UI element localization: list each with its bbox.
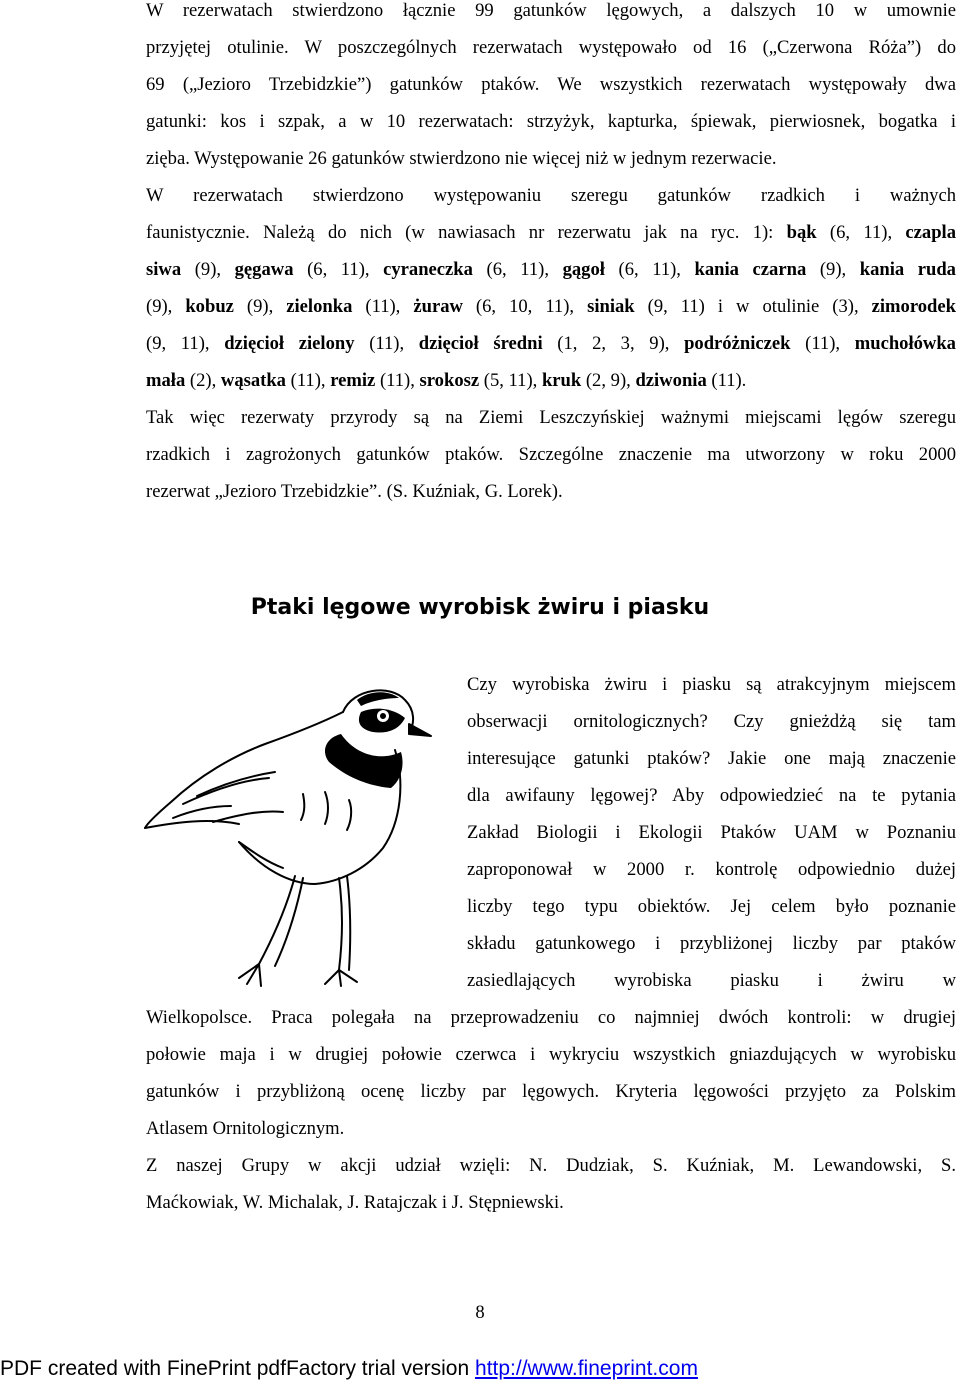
text-line: obserwacji ornitologicznych? Czy gnieżdżą się tam [467,711,956,732]
text-line: Atlasem Ornitologicznym. [146,1118,345,1139]
species-name: dzięcioł średni [418,333,543,354]
text-span: (11), [790,333,855,354]
text-line: W rezerwatach stwierdzono łącznie 99 gatunków lęgowych, a dalszych 10 w umownie [146,0,956,21]
text-line: rzadkich i zagrożonych gatunków ptaków. Szczególne znaczenie ma utworzony w roku 2000 [146,444,956,465]
species-name: kania czarna [694,259,807,280]
species-name: czapla [905,222,957,243]
text-span: (9, 11), [146,333,225,354]
page-number: 8 [475,1302,485,1323]
text-line [146,296,956,318]
species-name: siniak [587,296,635,317]
text-line [146,259,956,281]
species-name: podróżniczek [684,333,791,354]
text-line [146,222,956,244]
text-line: Maćkowiak, W. Michalak, J. Ratajczak i J. Stępniewski. [146,1192,564,1213]
text-span: (6, 11), [604,259,695,280]
species-name: wąsatka [220,370,286,391]
species-name: dziwonia [635,370,707,391]
text-span: (6, 11), [293,259,384,280]
text-line: W rezerwatach stwierdzono występowaniu szeregu gatunków rzadkich i ważnych [146,185,956,206]
text-span: (6, 11), [816,222,906,243]
species-name: srokosz [419,370,480,391]
species-name: mała [146,370,186,391]
species-name: remiz [330,370,376,391]
text-line [146,333,956,355]
text-span: (9), [806,259,860,280]
text-line: dla awifauny lęgowej? Aby odpowiedzieć na te pytania [467,785,956,806]
text-span: (9), [146,296,186,317]
text-span: (11), [375,370,420,391]
species-name: zimorodek [871,296,956,317]
footer-text: PDF created with FinePrint pdfFactory trial version [0,1357,476,1380]
text-line: połowie maja i w drugiej połowie czerwca i wykryciu wszystkich gniazdujących w wyrobisku [146,1044,956,1065]
text-span: (9, 11) i w otulinie (3), [634,296,872,317]
species-name: kania ruda [859,259,956,280]
text-span: (1, 2, 3, 9), [542,333,685,354]
text-span: (11), [352,296,414,317]
text-line: składu gatunkowego i przybliżonej liczby par ptaków [467,933,956,954]
text-line: zaproponował w 2000 r. kontrolę odpowiednio dużej [467,859,956,880]
text-span: (11), [354,333,419,354]
species-name: muchołówka [854,333,956,354]
species-name: dzięcioł zielony [224,333,355,354]
text-line: 69 („Jezioro Trzebidzkie”) gatunków ptaków. We wszystkich rezerwatach występowały dwa [146,74,956,95]
footer-link[interactable]: http://www.fineprint.com [475,1357,698,1380]
text-span: (2), [185,370,221,391]
text-line: Zakład Biologii i Ekologii Ptaków UAM w Poznaniu [467,822,956,843]
text-span: (5, 11), [479,370,542,391]
text-line: rezerwat „Jezioro Trzebidzkie”. (S. Kuźniak, G. Lorek). [146,481,563,502]
species-name: cyraneczka [383,259,473,280]
text-span: (2, 9), [581,370,636,391]
text-span: (9), [233,296,287,317]
text-line [146,370,956,392]
text-line: Czy wyrobiska żwiru i piasku są atrakcyjnym miejscem [467,674,956,695]
text-span: (6, 10, 11), [462,296,588,317]
species-name: siwa [146,259,182,280]
text-line: gatunków i przybliżoną ocenę liczby par lęgowych. Kryteria lęgowości przyjęto za Polskim [146,1081,956,1102]
text-line: Z naszej Grupy w akcji udział wzięli: N. Dudziak, S. Kuźniak, M. Lewandowski, S. [146,1155,956,1176]
text-line: interesujące gatunki ptaków? Jakie one mają znaczenie [467,748,956,769]
plover-illustration [143,672,433,992]
text-span: faunistycznie. Należą do nich (w nawiasach nr rezerwatu jak na ryc. 1): [146,222,787,243]
species-name: gągoł [562,259,605,280]
species-name: kruk [541,370,582,391]
species-name: kobuz [185,296,234,317]
species-name: żuraw [413,296,463,317]
text-span: (6, 11), [472,259,563,280]
text-line: Tak więc rezerwaty przyrody są na Ziemi Leszczyńskiej ważnymi miejscami lęgów szeregu [146,407,956,428]
species-name: gęgawa [234,259,294,280]
text-span: (11). [706,370,747,391]
text-line: Wielkopolsce. Praca polegała na przeprowadzeniu co najmniej dwóch kontroli: w drugiej [146,1007,956,1028]
text-line: liczby tego typu obiektów. Jej celem było poznanie [467,896,956,917]
text-line: zięba. Występowanie 26 gatunków stwierdzono nie więcej niż w jednym rezerwacie. [146,148,777,169]
section-heading: Ptaki lęgowe wyrobisk żwiru i piasku [250,595,710,620]
species-name: bąk [786,222,817,243]
text-span: (9), [181,259,235,280]
species-name: zielonka [286,296,353,317]
text-span: (11), [285,370,331,391]
text-line: przyjętej otulinie. W poszczególnych rezerwatach występowało od 16 („Czerwona Róża”) do [146,37,956,58]
text-line: zasiedlających wyrobiska piasku i żwiru w [467,970,956,991]
pdf-footer [0,1356,960,1382]
text-line: gatunki: kos i szpak, a w 10 rezerwatach: strzyżyk, kapturka, śpiewak, pierwiosnek, bogatka i [146,111,956,132]
